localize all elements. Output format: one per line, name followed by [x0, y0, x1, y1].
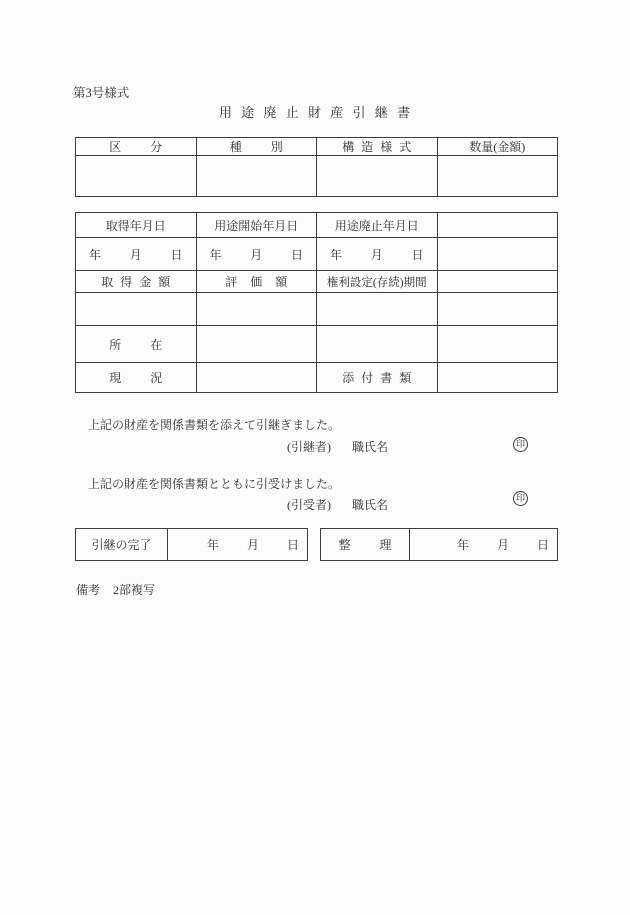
col-header-structure: 構 造 様 式 — [317, 138, 438, 156]
use-end-date-label: 用途廃止年月日 — [317, 213, 438, 238]
col-header-category: 区 分 — [76, 138, 197, 156]
date-placeholder — [197, 246, 317, 263]
acquired-date-label: 取得年月日 — [76, 213, 197, 238]
remarks-text: 2部複写 — [113, 583, 156, 597]
handover-seal-icon: 印 — [513, 437, 528, 452]
receipt-signature-line — [287, 496, 388, 513]
date-placeholder — [168, 536, 307, 553]
month-char: 月 — [129, 247, 142, 262]
handover-signer-label: (引継者) — [287, 440, 331, 454]
quantity-entry-cell — [437, 156, 558, 197]
rights-period-entry-cell — [317, 293, 438, 326]
date-placeholder — [317, 246, 437, 263]
year-char: 年 — [89, 247, 102, 262]
appraised-value-entry-cell — [196, 293, 317, 326]
handover-statement: 上記の財産を関係書類を添えて引継ぎました。 — [88, 418, 341, 432]
day-char: 日 — [286, 538, 299, 552]
empty-cell — [317, 326, 438, 363]
col-header-quantity: 数量(金額) — [437, 138, 558, 156]
current-state-entry-cell — [196, 363, 317, 393]
year-char: 年 — [209, 247, 222, 262]
location-label: 所 在 — [76, 326, 197, 363]
property-classification-table — [75, 137, 558, 197]
use-start-date-entry-cell — [196, 238, 317, 271]
acquired-amount-entry-cell — [76, 293, 197, 326]
handover-name-label: 職氏名 — [352, 440, 389, 454]
acquired-amount-label: 取 得 金 額 — [76, 271, 197, 293]
handover-completion-date-cell — [168, 529, 308, 561]
remarks-note — [76, 581, 155, 598]
receipt-signer-label: (引受者) — [287, 498, 331, 512]
date-entry-row — [76, 238, 558, 271]
classification-header-row — [76, 138, 558, 156]
handover-completion-row — [76, 529, 308, 561]
appraised-value-label: 評 価 額 — [196, 271, 317, 293]
receipt-statement: 上記の財産を関係書類とともに引受けました。 — [88, 477, 341, 491]
use-end-date-entry-cell — [317, 238, 438, 271]
processing-label: 整 理 — [321, 529, 410, 561]
processing-date-cell — [410, 529, 558, 561]
attachments-entry-cell — [437, 363, 558, 393]
property-detail-table — [75, 212, 558, 393]
month-char: 月 — [250, 247, 263, 262]
amount-entry-row — [76, 293, 558, 326]
use-start-date-label: 用途開始年月日 — [196, 213, 317, 238]
current-state-row — [76, 363, 558, 393]
classification-entry-row — [76, 156, 558, 197]
handover-completion-label: 引継の完了 — [76, 529, 168, 561]
handover-completion-table — [75, 528, 308, 561]
location-entry-cell — [196, 326, 317, 363]
processing-table — [320, 528, 558, 561]
attachments-label: 添 付 書 類 — [317, 363, 438, 393]
type-entry-cell — [196, 156, 317, 197]
document-title: 用 途 廃 止 財 産 引 継 書 — [218, 105, 411, 120]
empty-cell — [437, 213, 558, 238]
year-char: 年 — [456, 538, 469, 552]
empty-cell — [437, 293, 558, 326]
year-char: 年 — [206, 538, 219, 552]
date-placeholder — [410, 536, 557, 553]
receipt-seal-icon: 印 — [513, 491, 528, 506]
location-row — [76, 326, 558, 363]
form-number: 第3号様式 — [73, 86, 130, 100]
date-placeholder — [76, 246, 196, 263]
day-char: 日 — [411, 247, 424, 262]
empty-cell — [437, 271, 558, 293]
col-header-type: 種 別 — [196, 138, 317, 156]
structure-entry-cell — [317, 156, 438, 197]
empty-cell — [437, 326, 558, 363]
empty-cell — [437, 238, 558, 271]
month-char: 月 — [246, 538, 259, 552]
amount-labels-row — [76, 271, 558, 293]
remarks-label: 備考 — [76, 583, 101, 597]
month-char: 月 — [496, 538, 509, 552]
acquired-date-entry-cell — [76, 238, 197, 271]
current-state-label: 現 況 — [76, 363, 197, 393]
date-labels-row — [76, 213, 558, 238]
category-entry-cell — [76, 156, 197, 197]
handover-signature-line — [287, 438, 388, 455]
day-char: 日 — [536, 538, 549, 552]
year-char: 年 — [330, 247, 343, 262]
receipt-name-label: 職氏名 — [352, 498, 389, 512]
processing-row — [321, 529, 558, 561]
day-char: 日 — [290, 247, 303, 262]
rights-period-label: 権利設定(存続)期間 — [317, 271, 438, 293]
month-char: 月 — [370, 247, 383, 262]
day-char: 日 — [170, 247, 183, 262]
